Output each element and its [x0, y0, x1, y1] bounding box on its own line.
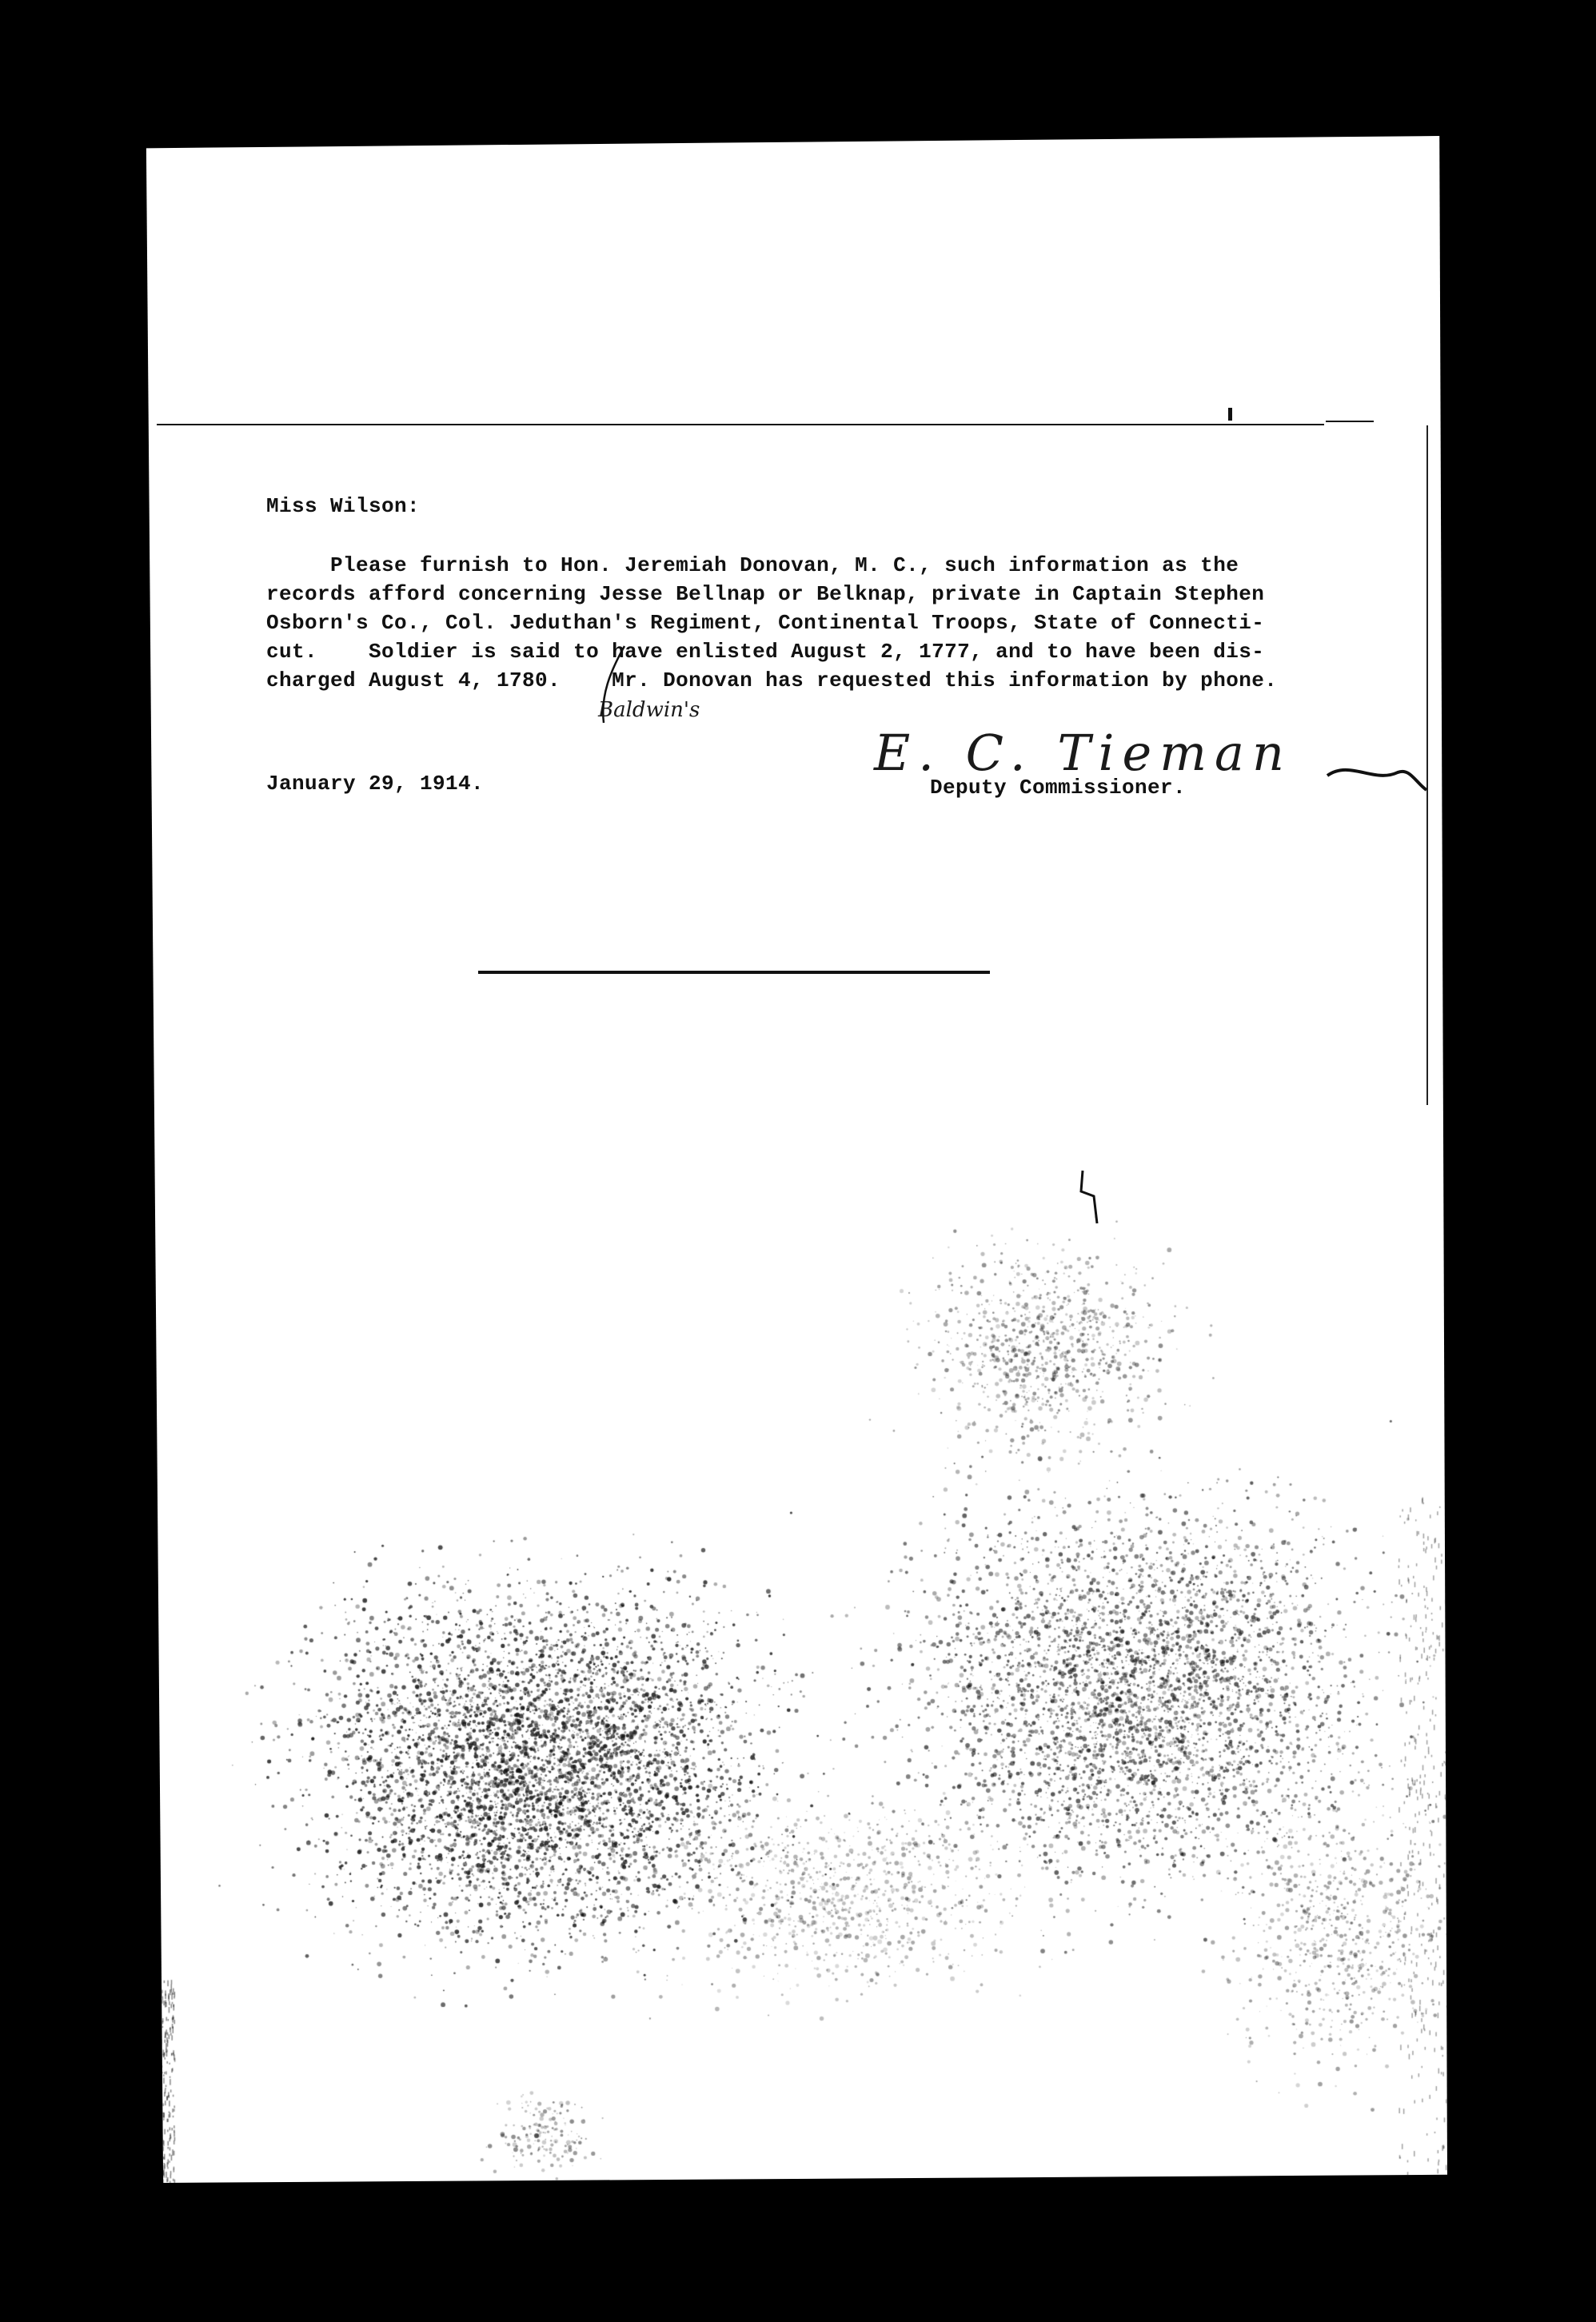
stain-speckle: [142, 136, 1447, 2183]
document-sheet: [142, 136, 1447, 2183]
